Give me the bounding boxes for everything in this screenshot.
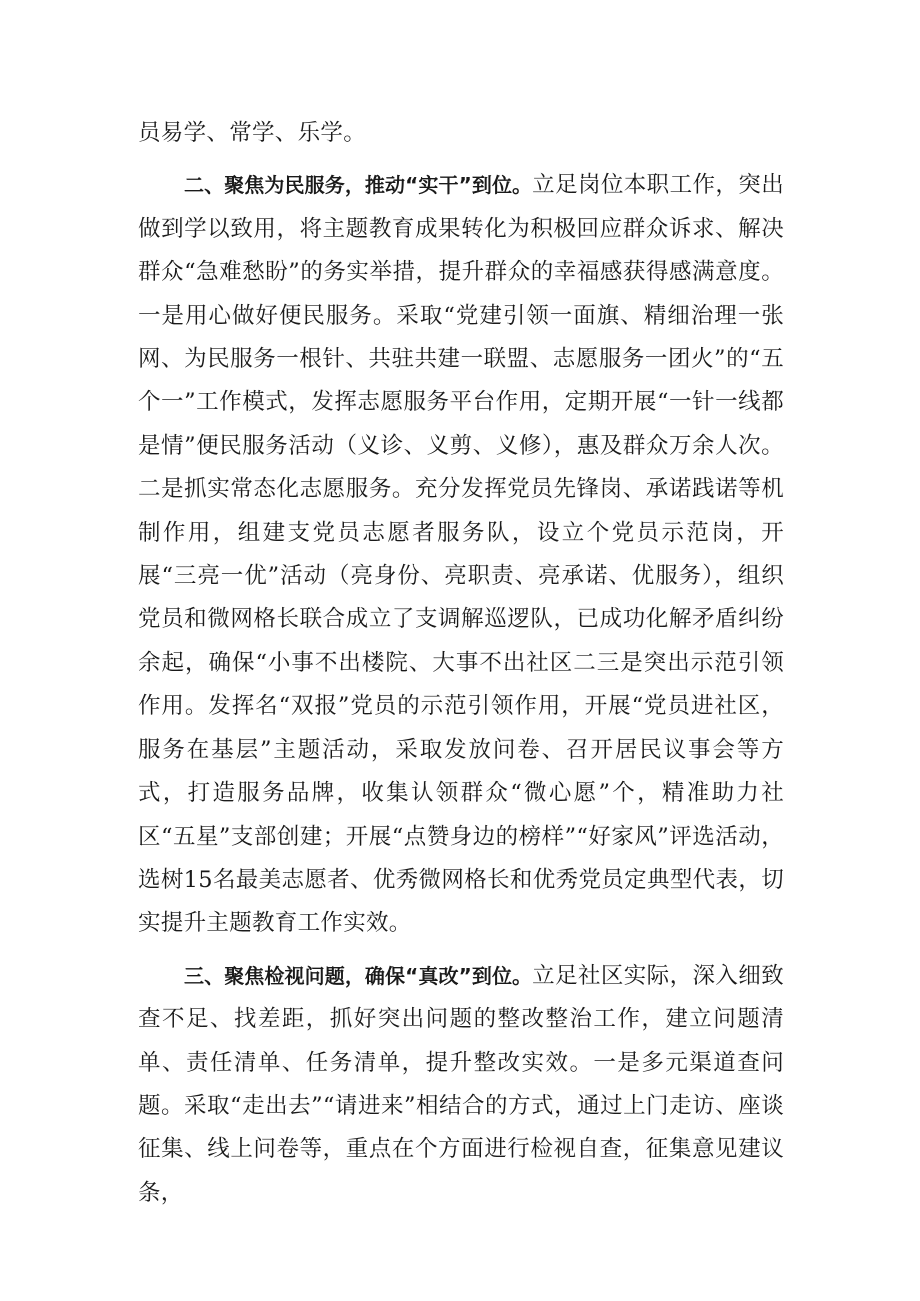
document-body — [138, 112, 784, 1215]
paragraph-continuation — [138, 112, 784, 155]
paragraph-text: 立足岗位本职工作，突出做到学以致用，将主题教育成果转化为积极回应群众诉求、解决群众“急难愁盼”的务实举措，提升群众的幸福感获得感满意度。一是用心做好便民服务。采取“党建引领一面旗、精细治理一张网、为民服务一根针、共驻共建一联盟、志愿服务一团火”的“五个一”工作模式，发挥志愿服务平台作用，定期开展“一针一线都是情”便民服务活动（义诊、义剪、义修），惠及群众万余人次。二是抓实常态化志愿服务。充分发挥党员先锋岗、承诺践诺等机制作用，组建支党员志愿者服务队，设立个党员示范岗，开展“三亮一优”活动（亮身份、亮职责、亮承诺、优服务），组织党员和微网格长联合成立了支调解巡逻队，已成功化解矛盾纠纷余起，确保“小事不出楼院、大事不出社区二三是突出示范引领作用。发挥名“双报”党员的示范引领作用，开展“党员进社区，服务在基层”主题活动，采取发放问卷、召开居民议事会等方式，打造服务品牌，收集认领群众“微心愿”个，精准助力社区“五星”支部创建；开展“点赞身边的榜样”“好家风”评选活动，选树15名最美志愿者、优秀微网格长和优秀党员定典型代表，切实提升主题教育工作实效。 — [138, 172, 784, 937]
paragraph-text: 员易学、常学、乐学。 — [138, 120, 367, 146]
paragraph-text: 立足社区实际，深入细致查不足、找差距，抓好突出问题的整改整治工作，建立问题清单、责任清单、任务清单，提升整改实效。一是多元渠道查问题。采取“走出去”“请进来”相结合的方式，通过上门走访、座谈征集、线上问卷等，重点在个方面进行检视自查，征集意见建议条， — [138, 962, 784, 1206]
section-heading: 二、聚焦为民服务，推动“实干”到位。 — [184, 173, 533, 198]
section-heading: 三、聚焦检视问题，确保“真改”到位。 — [184, 963, 533, 988]
paragraph-section-two — [138, 164, 784, 945]
paragraph-section-three — [138, 955, 784, 1215]
